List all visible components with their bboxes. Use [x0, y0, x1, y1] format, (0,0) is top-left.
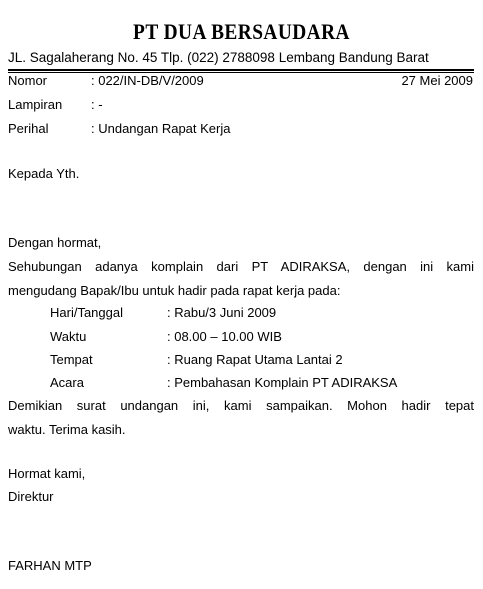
recipient-line: Kepada Yth.	[8, 166, 80, 181]
paragraph-1-line-1: Sehubungan adanya komplain dari PT ADIRAKSA, dengan ini kami	[8, 259, 474, 274]
greeting-line: Dengan hormat,	[8, 235, 102, 250]
letter-date: 27 Mei 2009	[401, 73, 473, 88]
signature-title: Direktur	[8, 489, 54, 504]
detail-value-tempat: : Ruang Rapat Utama Lantai 2	[167, 352, 343, 367]
detail-value-hari: : Rabu/3 Juni 2009	[167, 305, 277, 320]
company-address: JL. Sagalaherang No. 45 Tlp. (022) 2788098 Lembang Bandung Barat	[8, 50, 429, 65]
closing-line-2: waktu. Terima kasih.	[8, 422, 126, 437]
perihal-label: Perihal	[8, 121, 49, 136]
lampiran-label: Lampiran	[8, 97, 63, 112]
letterhead-rule-thick	[8, 69, 474, 71]
detail-value-waktu: : 08.00 – 10.00 WIB	[167, 329, 282, 344]
perihal-value: : Undangan Rapat Kerja	[91, 121, 231, 136]
detail-label-acara: Acara	[50, 375, 84, 390]
paragraph-1-line-2: mengudang Bapak/Ibu untuk hadir pada rapat kerja pada:	[8, 283, 341, 298]
signature-name: FARHAN MTP	[8, 558, 92, 573]
nomor-value: : 022/IN-DB/V/2009	[91, 73, 204, 88]
detail-label-hari: Hari/Tanggal	[50, 305, 123, 320]
company-name: PT DUA BERSAUDARA	[133, 19, 350, 44]
signature-regards: Hormat kami,	[8, 466, 86, 481]
detail-label-tempat: Tempat	[50, 352, 93, 367]
closing-line-1: Demikian surat undangan ini, kami sampaikan. Mohon hadir tepat	[8, 398, 474, 413]
lampiran-value: : -	[91, 97, 103, 112]
nomor-label: Nomor	[8, 73, 48, 88]
detail-label-waktu: Waktu	[50, 329, 87, 344]
detail-value-acara: : Pembahasan Komplain PT ADIRAKSA	[167, 375, 398, 390]
